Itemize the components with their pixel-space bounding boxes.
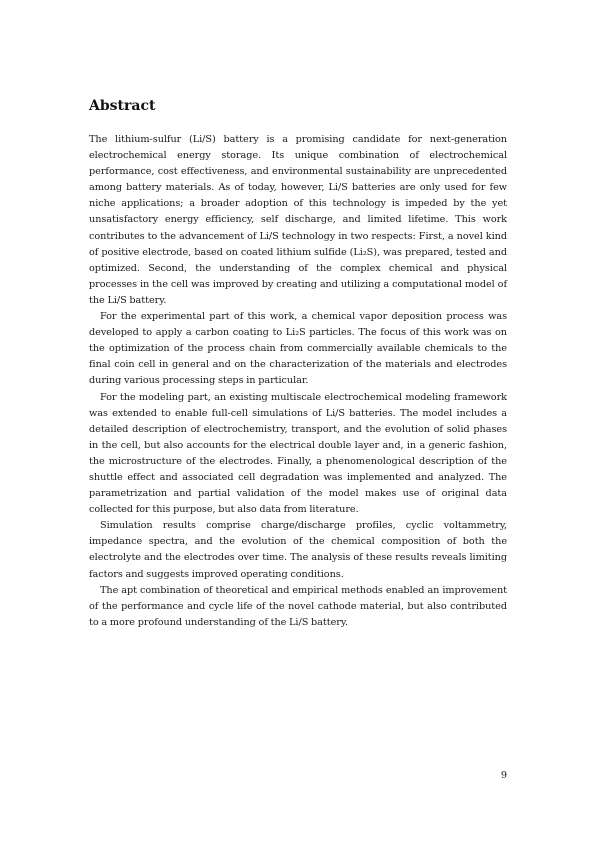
- abstract-paragraph-4: Simulation results comprise charge/discharge profiles, cyclic voltammetry, impedance spectra, and the evolution of the chemical composition of both the electrolyte and the electrodes over time. The analysis of these results reveals limiting factors and suggests improved operating conditions.: [89, 520, 507, 580]
- page-number: 9: [500, 770, 507, 781]
- section-heading: Abstract: [89, 98, 156, 114]
- abstract-paragraph-1: The lithium-sulfur (Li/S) battery is a promising candidate for next-generation electrochemical energy storage. Its unique combination of electrochemical performance, cost effectiveness, and environmental sustainability are unprecedented among battery materials. As of today, however, Li/S batteries are only used for few niche applications; a broader adoption of this technology is impeded by the yet unsatisfactory energy efficiency, self discharge, and limited lifetime. This work contributes to the advancement of Li/S technology in two respects: First, a novel kind of positive electrode, based on coated lithium sulfide (Li₂S), was prepared, tested and optimized. Second, the understanding of the complex chemical and physical processes in the cell was improved by creating and utilizing a computational model of the Li/S battery.: [89, 134, 507, 306]
- abstract-paragraph-3: For the modeling part, an existing multiscale electrochemical modeling framework was extended to enable full-cell simulations of Li/S batteries. The model includes a detailed description of electrochemistry, transport, and the evolution of solid phases in the cell, but also accounts for the electrical double layer and, in a generic fashion, the microstructure of the electrodes. Finally, a phenomenological description of the shuttle effect and associated cell degradation was implemented and analyzed. The parametrization and partial validation of the model makes use of original data collected for this purpose, but also data from literature.: [89, 391, 507, 516]
- abstract-paragraph-5: The apt combination of theoretical and empirical methods enabled an improvement of the performance and cycle life of the novel cathode material, but also contributed to a more profound understanding of the Li/S battery.: [89, 584, 507, 628]
- abstract-paragraph-2: For the experimental part of this work, a chemical vapor deposition process was developed to apply a carbon coating to Li₂S particles. The focus of this work was on the optimization of the process chain from commercially available chemicals to the final coin cell in general and on the characterization of the materials and electrodes during various processing steps in particular.: [89, 311, 507, 387]
- abstract-section: [89, 96, 507, 631]
